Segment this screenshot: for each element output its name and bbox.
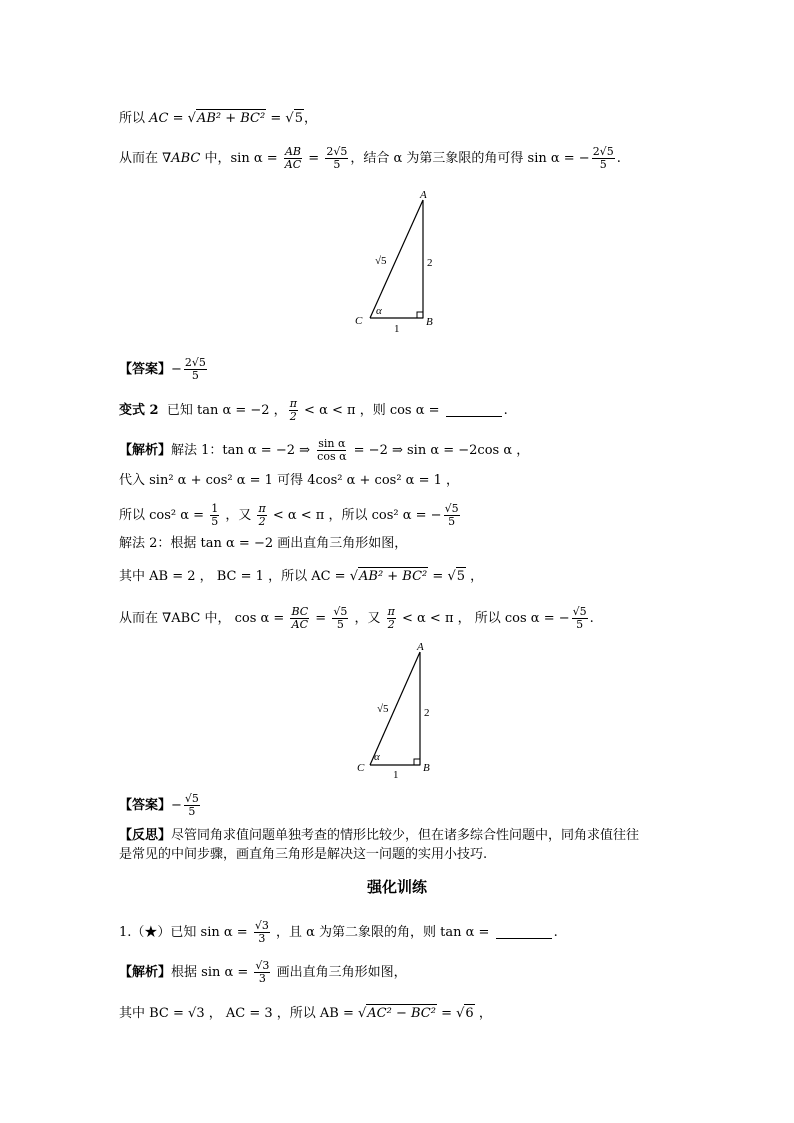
text: = [311, 610, 331, 626]
text: = [436, 1005, 457, 1021]
solution-label: 【解析】 [119, 964, 172, 980]
fraction: $\frac{√5}{5}$ [444, 502, 459, 528]
question-1-solution-2: 其中 BC = √3 ， AC = 3 ，所以 AB = √ AC² − BC² = √ 6 ， [119, 1005, 492, 1021]
label-b: B [426, 316, 433, 328]
label-angle: α [376, 305, 382, 317]
question-1: 1.（★）已知 sin α = $\frac{√3}{3}$ ，且 α 为第二象限的角，则 tan α = . [119, 919, 558, 945]
text: ，又 [350, 610, 385, 626]
label-side: 2 [427, 257, 433, 269]
answer-2: 【答案】 − $\frac{√5}{5}$ [119, 792, 199, 818]
answer-blank[interactable] [446, 404, 502, 417]
text: 从而在 ∇ABC 中， cos α = [119, 610, 289, 626]
answer-label: 【答案】 [119, 797, 172, 813]
radicand: AB² + BC² [196, 111, 266, 126]
line-ac: 所以 AC = √ AB² + BC² = √ 5 ， [119, 110, 317, 126]
text: = [428, 568, 448, 584]
answer-blank[interactable] [496, 926, 552, 939]
text: 其中 BC = √3 ， AC = 3 ，所以 AB = [119, 1005, 358, 1021]
fraction: $\frac{\pi}{2}$ [289, 397, 297, 423]
text: 解法 1：tan α = −2 ⇒ [171, 442, 315, 458]
label-b: B [423, 762, 430, 774]
variant-2: 变式 2 已知 tan α = −2 ， $\frac{\pi}{2}$ < α < π ，则 cos α = . [119, 397, 508, 423]
text: 1.（★）已知 sin α = [119, 924, 252, 940]
text: = [168, 110, 188, 126]
text: sin α = [230, 150, 282, 166]
label-a: A [420, 189, 427, 201]
text: ，结合 α 为第三象限的角可得 sin α = − [350, 150, 590, 166]
radicand: 6 [465, 1006, 474, 1021]
fraction: $\frac{AB}{AC}$ [284, 145, 302, 171]
text: = −2 ⇒ sin α = −2cos α ， [349, 442, 530, 458]
fraction: $\frac{√5}{5}$ [333, 605, 348, 631]
label-hyp: √5 [377, 703, 389, 715]
fraction: $\frac{1}{5}$ [211, 502, 219, 528]
solution-line-4 [119, 535, 407, 553]
fraction: $\frac{\text{sin α}}{\text{cos α}}$ [317, 437, 347, 463]
fraction: $\frac{2√5}{5}$ [326, 145, 348, 171]
solution-line-5: 其中 AB = 2 ， BC = 1 ，所以 AC = √ AB² + BC² = √ 5 ， [119, 568, 484, 584]
label-c: C [355, 315, 363, 327]
radicand: 5 [456, 569, 466, 584]
text: < α < π ， 所以 cos α = − [397, 610, 570, 626]
reflection-line-1 [119, 827, 639, 845]
fraction: $\frac{\pi}{2}$ [258, 502, 266, 528]
label-base: 1 [393, 769, 399, 780]
text: 根据 sin α = [171, 964, 253, 980]
label-a: A [417, 641, 424, 653]
text: 画出直角三角形如图， [272, 964, 407, 980]
radicand: 5 [294, 111, 303, 126]
solution-line-1 [119, 438, 529, 463]
text: 代入 sin² α + cos² α = 1 可得 4cos² α + cos² α = 1 ， [119, 473, 459, 488]
text: 从而在 [119, 150, 163, 166]
text: ， [303, 110, 317, 126]
solution-line-2 [119, 472, 459, 490]
text: ∇ABC [162, 150, 201, 166]
label-angle: α [374, 751, 380, 763]
line-sin [119, 146, 621, 171]
text: 解法 2：根据 tan α = −2 画出直角三角形如图， [119, 536, 408, 551]
text: 所以 cos² α = [119, 507, 209, 523]
text: 所以 [119, 110, 150, 126]
solution-line-6 [119, 606, 594, 631]
fraction: $\frac{√5}{5}$ [572, 605, 587, 631]
text: ，又 [221, 507, 256, 523]
text: ， [466, 568, 484, 584]
text: 其中 AB = 2 ， BC = 1 ，所以 AC = [119, 568, 350, 584]
text: 尽管同角求值问题单独考查的情形比较少，但在诸多综合性问题中，同角求值往往 [171, 828, 640, 843]
question-1-solution [119, 960, 407, 985]
fraction: $\frac{2√5}{5}$ [184, 356, 206, 382]
solution-line-3 [119, 503, 462, 528]
variant-label: 变式 2 [119, 402, 159, 418]
radicand: AC² − BC² [367, 1006, 436, 1021]
text: ， [474, 1005, 492, 1021]
triangle-figure-1 [350, 188, 450, 336]
answer-label: 【答案】 [119, 361, 172, 377]
text: = [266, 110, 286, 126]
text: 中， [200, 150, 231, 166]
label-hyp: √5 [375, 255, 387, 267]
label-c: C [357, 762, 365, 774]
text: 已知 tan α = −2 ， [158, 402, 287, 418]
fraction: $\frac{\pi}{2}$ [387, 605, 395, 631]
reflection-line-2 [119, 846, 487, 864]
text: < α < π ，所以 cos² α = − [268, 507, 442, 523]
text: AC [149, 110, 169, 126]
label-side: 2 [424, 707, 430, 719]
text: ，且 α 为第二象限的角，则 tan α = [271, 924, 494, 940]
label-base: 1 [394, 323, 400, 335]
solution-label: 【解析】 [119, 442, 172, 458]
reflection-label: 【反思】 [119, 828, 172, 843]
fraction: $\frac{√3}{3}$ [254, 919, 269, 945]
triangle-figure-2 [350, 640, 450, 780]
fraction: $\frac{BC}{AC}$ [291, 605, 309, 631]
text: 是常见的中间步骤，画直角三角形是解决这一问题的实用小技巧. [119, 847, 488, 862]
fraction: $\frac{√3}{3}$ [255, 959, 270, 985]
answer-1: 【答案】 − $\frac{2√5}{5}$ [119, 356, 206, 382]
text: < α < π ，则 cos α = [299, 402, 444, 418]
text: . [589, 610, 594, 626]
text: . [616, 150, 621, 166]
radicand: AB² + BC² [359, 569, 428, 584]
fraction: $\frac{√5}{5}$ [184, 792, 199, 818]
text: = [304, 150, 324, 166]
section-title: 强化训练 [366, 878, 427, 896]
fraction: $\frac{2√5}{5}$ [592, 145, 614, 171]
